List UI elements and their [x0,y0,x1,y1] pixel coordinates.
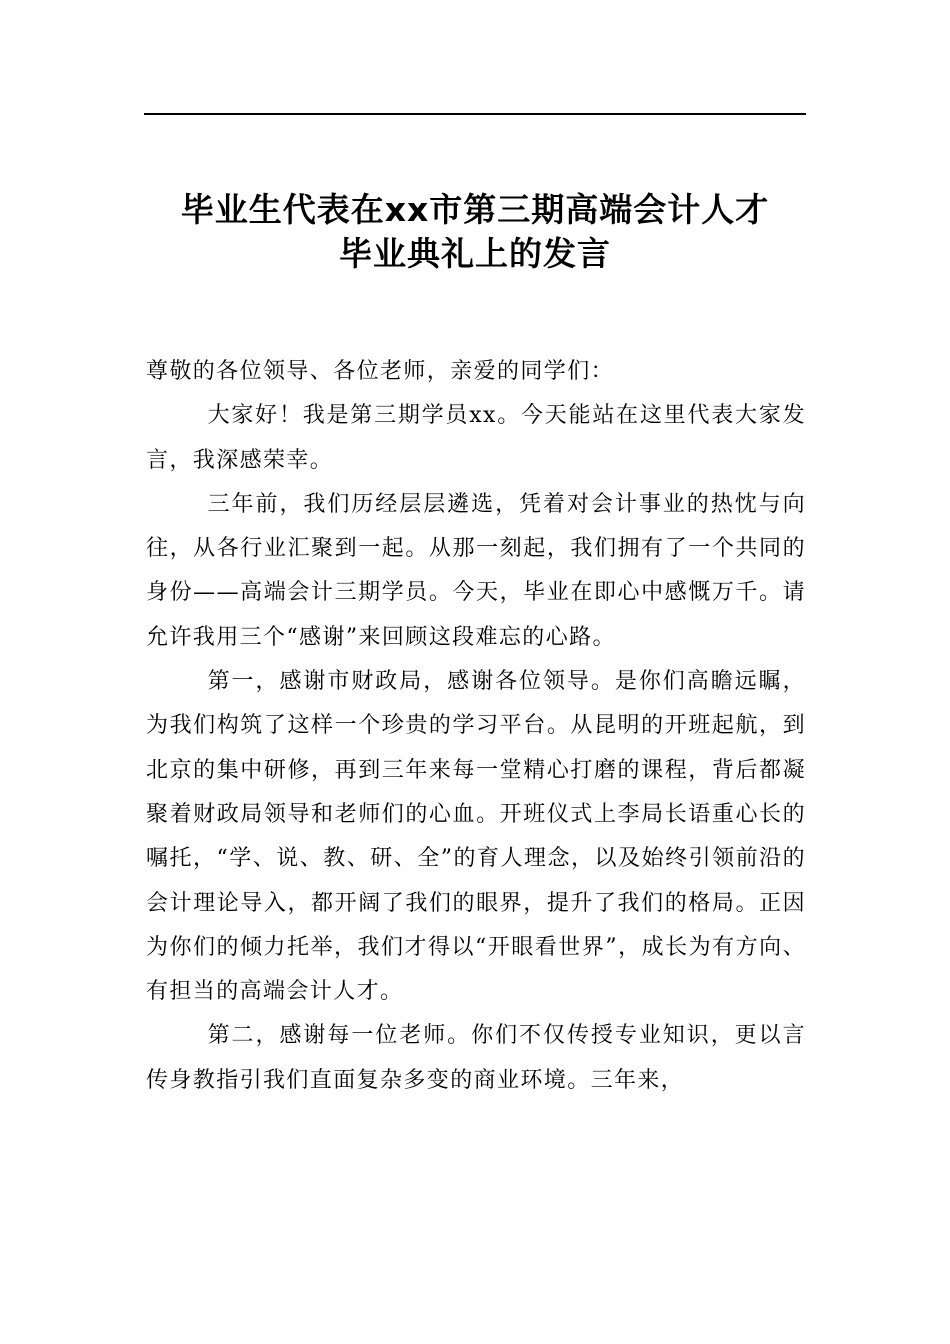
document-title [120,188,830,276]
paragraph-thanks-finance-bureau: 第一，感谢市财政局，感谢各位领导。是你们高瞻远瞩，为我们构筑了这样一个珍贵的学习平台。从昆明的开班起航，到北京的集中研修，再到三年来每一堂精心打磨的课程，背后都凝聚着财政局领导和老师们的心血。开班仪式上李局长语重心长的嘱托，“学、说、教、研、全”的育人理念，以及始终引领前沿的会计理论导入，都开阔了我们的眼界，提升了我们的格局。正因为你们的倾力托举，我们才得以“开眼看世界”，成长为有方向、有担当的高端会计人才。 [146,669,806,1005]
paragraph-thanks-teachers: 第二，感谢每一位老师。你们不仅传授专业知识，更以言传身教指引我们直面复杂多变的商业环境。三年来， [146,1023,806,1093]
header-rule [144,113,806,115]
title-line-2: 毕业典礼上的发言 [339,234,611,273]
paragraph-greeting: 大家好！我是第三期学员xx。今天能站在这里代表大家发言，我深感荣幸。 [146,403,806,473]
title-line-1: 毕业生代表在xx市第三期高端会计人才 [180,190,770,229]
document-body [146,350,806,1103]
paragraph-intro: 三年前，我们历经层层遴选，凭着对会计事业的热忱与向往，从各行业汇聚到一起。从那一刻起，我们拥有了一个共同的身份——高端会计三期学员。今天，毕业在即心中感慨万千。请允许我用三个“感谢”来回顾这段难忘的心路。 [146,491,806,650]
salutation: 尊敬的各位领导、各位老师，亲爱的同学们： [146,359,615,384]
